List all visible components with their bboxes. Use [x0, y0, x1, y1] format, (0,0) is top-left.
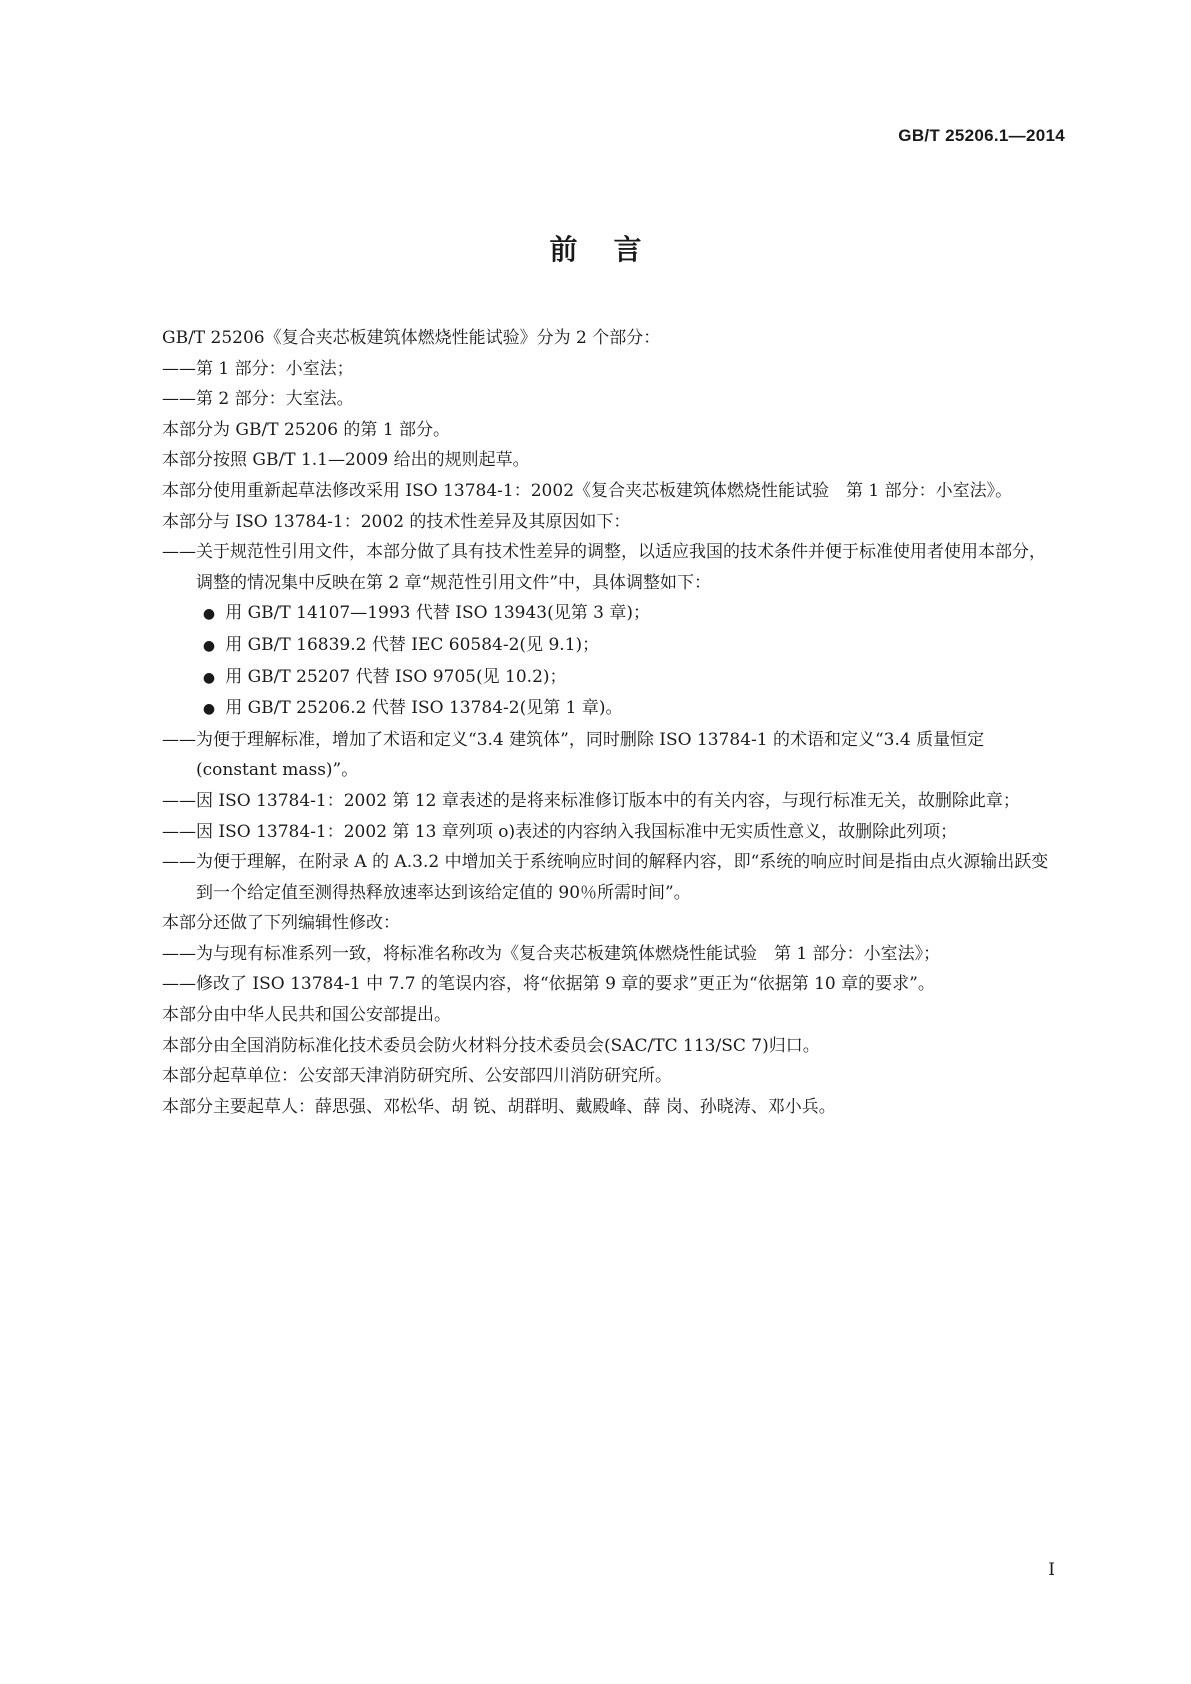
bullet-icon: ● [202, 669, 216, 686]
dash-item: ——第 2 部分：大室法。 [162, 389, 354, 410]
bullet-text: 用 GB/T 14107—1993 代替 ISO 13943(见第 3 章)； [225, 603, 650, 624]
paragraph: 本部分起草单位：公安部天津消防研究所、公安部四川消防研究所。 [162, 1066, 672, 1087]
paragraph: 本部分与 ISO 13784-1：2002 的技术性差异及其原因如下： [162, 511, 631, 532]
bullet-item [128, 662, 1058, 694]
page-number: I [1048, 1560, 1055, 1580]
paragraph: 本部分为 GB/T 25206 的第 1 部分。 [162, 419, 451, 440]
paragraph: 本部分由中华人民共和国公安部提出。 [162, 1005, 451, 1026]
bullet-text: 用 GB/T 25207 代替 ISO 9705(见 10.2)； [225, 666, 567, 687]
dash-item: ——第 1 部分：小室法； [162, 358, 354, 379]
paragraph: 本部分还做了下列编辑性修改： [162, 913, 400, 934]
foreword-body [128, 323, 1058, 1122]
bullet-item [128, 630, 1058, 662]
bullet-icon: ● [202, 637, 216, 654]
paragraph: 本部分主要起草人：薛思强、邓松华、胡 锐、胡群明、戴殿峰、薛 岗、孙晓涛、邓小兵。 [162, 1096, 836, 1117]
dash-item: ——关于规范性引用文件，本部分做了具有技术性差异的调整，以适应我国的技术条件并便于标准使用者使用本部分，调整的情况集中反映在第 2 章“规范性引用文件”中，具体调整如下： [162, 542, 1046, 593]
dash-item: ——因 ISO 13784-1：2002 第 12 章表述的是将来标准修订版本中的有关内容，与现行标准无关，故删除此章； [162, 790, 1020, 811]
bullet-icon: ● [202, 606, 216, 623]
dash-item: ——为便于理解标准，增加了术语和定义“3.4 建筑体”，同时删除 ISO 13784-1 的术语和定义“3.4 质量恒定(constant mass)”。 [162, 729, 985, 781]
dash-item: ——为与现有标准系列一致，将标准名称改为《复合夹芯板建筑体燃烧性能试验 第 1 部分：小室法》； [162, 943, 941, 964]
dash-item: ——修改了 ISO 13784-1 中 7.7 的笔误内容，将“依据第 9 章的要求”更正为“依据第 10 章的要求”。 [162, 974, 935, 995]
bullet-item [128, 598, 1058, 630]
paragraph: 本部分由全国消防标准化技术委员会防火材料分技术委员会(SAC/TC 113/SC 7)归口。 [162, 1035, 820, 1056]
page-title: 前言 [549, 233, 678, 266]
dash-item: ——为便于理解，在附录 A 的 A.3.2 中增加关于系统响应时间的解释内容，即“系统的响应时间是指由点火源输出跃变到一个给定值至测得热释放速率达到该给定值的 90％所需时间”。 [162, 852, 1049, 903]
bullet-text: 用 GB/T 25206.2 代替 ISO 13784-2(见第 1 章)。 [225, 698, 623, 719]
paragraph: GB/T 25206《复合夹芯板建筑体燃烧性能试验》分为 2 个部分： [162, 328, 661, 348]
paragraph: 本部分按照 GB/T 1.1—2009 给出的规则起草。 [162, 450, 530, 471]
paragraph: 本部分使用重新起草法修改采用 ISO 13784-1：2002《复合夹芯板建筑体燃烧性能试验 第 1 部分：小室法》。 [162, 480, 1013, 501]
bullet-text: 用 GB/T 16839.2 代替 IEC 60584-2(见 9.1)； [225, 634, 600, 655]
dash-item: ——因 ISO 13784-1：2002 第 13 章列项 o)表述的内容纳入我国标准中无实质性意义，故删除此列项； [162, 821, 958, 842]
standard-code: GB/T 25206.1—2014 [898, 126, 1065, 145]
bullet-item [128, 693, 1058, 725]
bullet-icon: ● [202, 701, 216, 718]
